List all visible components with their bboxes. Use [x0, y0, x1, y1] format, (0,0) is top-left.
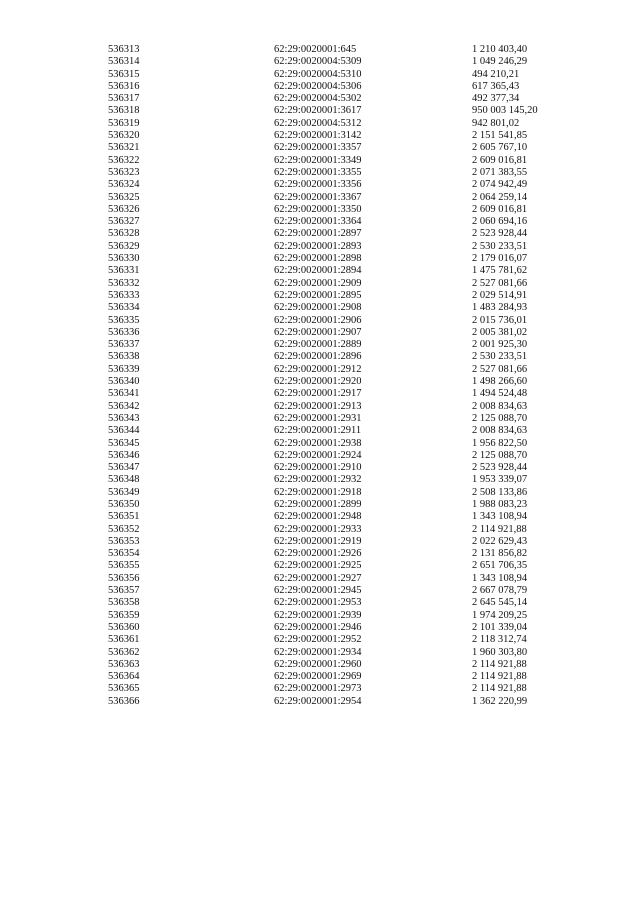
cadastral-value-cell: 1 974 209,25 — [472, 609, 528, 621]
table-row — [108, 167, 582, 179]
table-row — [108, 228, 582, 240]
row-number-cell: 536358 — [108, 597, 140, 609]
row-number-cell: 536339 — [108, 363, 140, 375]
table-row — [108, 81, 582, 93]
row-number-cell: 536333 — [108, 289, 140, 301]
table-row — [108, 487, 582, 499]
cadastral-value-cell: 1 960 303,80 — [472, 646, 528, 658]
row-number-cell: 536334 — [108, 302, 140, 314]
row-number-cell: 536321 — [108, 142, 140, 154]
row-number-cell: 536336 — [108, 326, 140, 338]
cadastral-number-cell: 62:29:0020001:2907 — [274, 326, 362, 338]
cadastral-number-cell: 62:29:0020001:2952 — [274, 634, 362, 646]
cadastral-value-cell: 1 362 220,99 — [472, 695, 528, 707]
cadastral-number-cell: 62:29:0020001:2909 — [274, 277, 362, 289]
cadastral-value-cell: 2 527 081,66 — [472, 277, 528, 289]
row-number-cell: 536363 — [108, 658, 140, 670]
cadastral-number-cell: 62:29:0020001:3617 — [274, 105, 362, 117]
cadastral-number-cell: 62:29:0020001:3350 — [274, 203, 362, 215]
cadastral-number-cell: 62:29:0020001:2960 — [274, 658, 362, 670]
table-row — [108, 56, 582, 68]
row-number-cell: 536322 — [108, 154, 140, 166]
cadastral-value-cell: 2 530 233,51 — [472, 240, 528, 252]
cadastral-number-cell: 62:29:0020001:2954 — [274, 695, 362, 707]
cadastral-number-cell: 62:29:0020001:2894 — [274, 265, 362, 277]
table-row — [108, 155, 582, 167]
row-number-cell: 536314 — [108, 56, 140, 68]
table-row — [108, 511, 582, 523]
table-row — [108, 253, 582, 265]
cadastral-number-cell: 62:29:0020001:2948 — [274, 511, 362, 523]
row-number-cell: 536366 — [108, 695, 140, 707]
table-row — [108, 241, 582, 253]
cadastral-value-cell: 2 131 856,82 — [472, 548, 528, 560]
table-row — [108, 351, 582, 363]
table-row — [108, 302, 582, 314]
cadastral-value-cell: 2 523 928,44 — [472, 462, 528, 474]
cadastral-value-cell: 2 645 545,14 — [472, 597, 528, 609]
table-row — [108, 560, 582, 572]
cadastral-number-cell: 62:29:0020001:2925 — [274, 560, 362, 572]
cadastral-value-cell: 2 005 381,02 — [472, 326, 528, 338]
cadastral-number-cell: 62:29:0020001:2934 — [274, 646, 362, 658]
row-number-cell: 536340 — [108, 376, 140, 388]
cadastral-value-cell: 2 179 016,07 — [472, 253, 528, 265]
cadastral-number-cell: 62:29:0020004:5310 — [274, 68, 362, 80]
table-row — [108, 118, 582, 130]
cadastral-number-cell: 62:29:0020001:2920 — [274, 376, 362, 388]
table-row — [108, 315, 582, 327]
row-number-cell: 536356 — [108, 572, 140, 584]
row-number-cell: 536327 — [108, 216, 140, 228]
cadastral-value-cell: 2 118 312,74 — [472, 634, 527, 646]
table-row — [108, 388, 582, 400]
cadastral-value-cell: 1 953 339,07 — [472, 474, 528, 486]
cadastral-value-cell: 2 101 339,04 — [472, 621, 528, 633]
table-row — [108, 524, 582, 536]
cadastral-value-cell: 2 008 834,63 — [472, 400, 528, 412]
cadastral-value-cell: 2 609 016,81 — [472, 203, 528, 215]
table-row — [108, 610, 582, 622]
cadastral-value-cell: 2 114 921,88 — [472, 523, 527, 535]
table-row — [108, 216, 582, 228]
cadastral-value-cell: 2 605 767,10 — [472, 142, 528, 154]
cadastral-number-cell: 62:29:0020001:2889 — [274, 339, 362, 351]
cadastral-value-cell: 2 151 541,85 — [472, 130, 528, 142]
cadastral-number-cell: 62:29:0020001:2893 — [274, 240, 362, 252]
cadastral-number-cell: 62:29:0020001:3356 — [274, 179, 362, 191]
row-number-cell: 536342 — [108, 400, 140, 412]
row-number-cell: 536319 — [108, 117, 140, 129]
cadastral-number-cell: 62:29:0020001:2899 — [274, 498, 362, 510]
row-number-cell: 536354 — [108, 548, 140, 560]
table-row — [108, 634, 582, 646]
row-number-cell: 536365 — [108, 683, 140, 695]
table-row — [108, 364, 582, 376]
cadastral-value-cell: 1 343 108,94 — [472, 511, 528, 523]
cadastral-number-cell: 62:29:0020001:3357 — [274, 142, 362, 154]
table-row — [108, 474, 582, 486]
cadastral-value-cell: 2 022 629,43 — [472, 535, 528, 547]
cadastral-value-table — [108, 44, 582, 708]
row-number-cell: 536361 — [108, 634, 140, 646]
table-row — [108, 659, 582, 671]
cadastral-number-cell: 62:29:0020001:2927 — [274, 572, 362, 584]
cadastral-number-cell: 62:29:0020001:3355 — [274, 166, 362, 178]
cadastral-number-cell: 62:29:0020001:2895 — [274, 289, 362, 301]
cadastral-number-cell: 62:29:0020001:3349 — [274, 154, 362, 166]
cadastral-number-cell: 62:29:0020004:5306 — [274, 80, 362, 92]
cadastral-number-cell: 62:29:0020001:2918 — [274, 486, 362, 498]
cadastral-number-cell: 62:29:0020001:2953 — [274, 597, 362, 609]
cadastral-number-cell: 62:29:0020001:2973 — [274, 683, 362, 695]
row-number-cell: 536323 — [108, 166, 140, 178]
table-row — [108, 339, 582, 351]
cadastral-value-cell: 2 530 233,51 — [472, 351, 528, 363]
row-number-cell: 536351 — [108, 511, 140, 523]
cadastral-value-cell: 2 114 921,88 — [472, 683, 527, 695]
row-number-cell: 536347 — [108, 462, 140, 474]
row-number-cell: 536318 — [108, 105, 140, 117]
row-number-cell: 536353 — [108, 535, 140, 547]
cadastral-value-cell: 2 125 088,70 — [472, 412, 528, 424]
row-number-cell: 536325 — [108, 191, 140, 203]
table-row — [108, 278, 582, 290]
cadastral-value-cell: 2 651 706,35 — [472, 560, 528, 572]
row-number-cell: 536338 — [108, 351, 140, 363]
cadastral-value-cell: 2 001 925,30 — [472, 339, 528, 351]
row-number-cell: 536360 — [108, 621, 140, 633]
cadastral-value-cell: 1 049 246,29 — [472, 56, 528, 68]
table-row — [108, 438, 582, 450]
row-number-cell: 536345 — [108, 437, 140, 449]
cadastral-number-cell: 62:29:0020001:2913 — [274, 400, 362, 412]
row-number-cell: 536364 — [108, 671, 140, 683]
row-number-cell: 536331 — [108, 265, 140, 277]
cadastral-value-cell: 2 015 736,01 — [472, 314, 528, 326]
table-row — [108, 622, 582, 634]
table-row — [108, 499, 582, 511]
cadastral-number-cell: 62:29:0020001:3364 — [274, 216, 362, 228]
row-number-cell: 536344 — [108, 425, 140, 437]
table-row — [108, 401, 582, 413]
cadastral-number-cell: 62:29:0020001:2897 — [274, 228, 362, 240]
table-row — [108, 290, 582, 302]
cadastral-value-cell: 2 114 921,88 — [472, 671, 527, 683]
row-number-cell: 536343 — [108, 412, 140, 424]
table-row — [108, 548, 582, 560]
cadastral-value-cell: 1 475 781,62 — [472, 265, 528, 277]
cadastral-value-cell: 1 483 284,93 — [472, 302, 528, 314]
row-number-cell: 536328 — [108, 228, 140, 240]
cadastral-number-cell: 62:29:0020001:2906 — [274, 314, 362, 326]
table-row — [108, 265, 582, 277]
cadastral-number-cell: 62:29:0020001:2896 — [274, 351, 362, 363]
row-number-cell: 536330 — [108, 253, 140, 265]
cadastral-number-cell: 62:29:0020001:2911 — [274, 425, 362, 437]
row-number-cell: 536350 — [108, 498, 140, 510]
row-number-cell: 536320 — [108, 130, 140, 142]
table-row — [108, 671, 582, 683]
row-number-cell: 536335 — [108, 314, 140, 326]
table-row — [108, 93, 582, 105]
cadastral-number-cell: 62:29:0020001:2912 — [274, 363, 362, 375]
table-row — [108, 69, 582, 81]
table-row — [108, 130, 582, 142]
cadastral-value-cell: 2 071 383,55 — [472, 166, 528, 178]
table-row — [108, 105, 582, 117]
cadastral-number-cell: 62:29:0020001:2919 — [274, 535, 362, 547]
cadastral-number-cell: 62:29:0020001:2898 — [274, 253, 362, 265]
cadastral-value-cell: 2 064 259,14 — [472, 191, 528, 203]
cadastral-value-cell: 1 956 822,50 — [472, 437, 528, 449]
cadastral-value-cell: 1 494 524,48 — [472, 388, 528, 400]
cadastral-number-cell: 62:29:0020001:645 — [274, 44, 357, 55]
cadastral-value-cell: 2 667 078,79 — [472, 585, 528, 597]
table-row — [108, 179, 582, 191]
table-row — [108, 683, 582, 695]
cadastral-number-cell: 62:29:0020001:2924 — [274, 449, 362, 461]
table-row — [108, 44, 582, 56]
row-number-cell: 536359 — [108, 609, 140, 621]
cadastral-number-cell: 62:29:0020004:5302 — [274, 93, 362, 105]
cadastral-value-cell: 2 008 834,63 — [472, 425, 528, 437]
cadastral-value-cell: 2 060 694,16 — [472, 216, 528, 228]
cadastral-value-cell: 950 003 145,20 — [472, 105, 538, 117]
cadastral-value-cell: 494 210,21 — [472, 68, 520, 80]
cadastral-number-cell: 62:29:0020001:2933 — [274, 523, 362, 535]
row-number-cell: 536352 — [108, 523, 140, 535]
cadastral-number-cell: 62:29:0020001:2939 — [274, 609, 362, 621]
table-row — [108, 413, 582, 425]
table-row — [108, 192, 582, 204]
row-number-cell: 536317 — [108, 93, 140, 105]
table-row — [108, 376, 582, 388]
cadastral-number-cell: 62:29:0020001:2945 — [274, 585, 362, 597]
table-row — [108, 573, 582, 585]
row-number-cell: 536355 — [108, 560, 140, 572]
table-row — [108, 647, 582, 659]
row-number-cell: 536337 — [108, 339, 140, 351]
cadastral-value-cell: 1 210 403,40 — [472, 44, 528, 55]
table-row — [108, 425, 582, 437]
table-row — [108, 536, 582, 548]
cadastral-value-cell: 2 074 942,49 — [472, 179, 528, 191]
table-body — [108, 44, 582, 708]
cadastral-number-cell: 62:29:0020001:2932 — [274, 474, 362, 486]
cadastral-value-cell: 2 609 016,81 — [472, 154, 528, 166]
cadastral-value-cell: 942 801,02 — [472, 117, 520, 129]
cadastral-number-cell: 62:29:0020001:2908 — [274, 302, 362, 314]
table-row — [108, 696, 582, 708]
row-number-cell: 536329 — [108, 240, 140, 252]
cadastral-value-cell: 2 114 921,88 — [472, 658, 527, 670]
cadastral-value-cell: 2 125 088,70 — [472, 449, 528, 461]
table-row — [108, 204, 582, 216]
table-row — [108, 462, 582, 474]
cadastral-value-cell: 492 377,34 — [472, 93, 520, 105]
table-row — [108, 327, 582, 339]
cadastral-number-cell: 62:29:0020001:2969 — [274, 671, 362, 683]
row-number-cell: 536362 — [108, 646, 140, 658]
cadastral-number-cell: 62:29:0020001:2946 — [274, 621, 362, 633]
cadastral-number-cell: 62:29:0020001:2926 — [274, 548, 362, 560]
table-row — [108, 142, 582, 154]
cadastral-number-cell: 62:29:0020001:2938 — [274, 437, 362, 449]
row-number-cell: 536349 — [108, 486, 140, 498]
cadastral-number-cell: 62:29:0020001:2917 — [274, 388, 362, 400]
row-number-cell: 536341 — [108, 388, 140, 400]
cadastral-number-cell: 62:29:0020001:2910 — [274, 462, 362, 474]
table-row — [108, 585, 582, 597]
cadastral-value-cell: 2 527 081,66 — [472, 363, 528, 375]
cadastral-value-cell: 2 029 514,91 — [472, 289, 528, 301]
table-row — [108, 597, 582, 609]
row-number-cell: 536346 — [108, 449, 140, 461]
cadastral-number-cell: 62:29:0020004:5309 — [274, 56, 362, 68]
row-number-cell: 536326 — [108, 203, 140, 215]
cadastral-value-cell: 1 988 083,23 — [472, 498, 528, 510]
table-row — [108, 450, 582, 462]
cadastral-number-cell: 62:29:0020004:5312 — [274, 117, 362, 129]
row-number-cell: 536332 — [108, 277, 140, 289]
row-number-cell: 536313 — [108, 44, 140, 55]
cadastral-value-cell: 617 365,43 — [472, 80, 520, 92]
row-number-cell: 536357 — [108, 585, 140, 597]
row-number-cell: 536315 — [108, 68, 140, 80]
cadastral-number-cell: 62:29:0020001:3367 — [274, 191, 362, 203]
row-number-cell: 536316 — [108, 80, 140, 92]
cadastral-value-cell: 1 498 266,60 — [472, 376, 528, 388]
cadastral-value-cell: 2 523 928,44 — [472, 228, 528, 240]
cadastral-number-cell: 62:29:0020001:3142 — [274, 130, 362, 142]
cadastral-value-cell: 1 343 108,94 — [472, 572, 528, 584]
cadastral-value-cell: 2 508 133,86 — [472, 486, 528, 498]
row-number-cell: 536348 — [108, 474, 140, 486]
row-number-cell: 536324 — [108, 179, 140, 191]
cadastral-number-cell: 62:29:0020001:2931 — [274, 412, 362, 424]
